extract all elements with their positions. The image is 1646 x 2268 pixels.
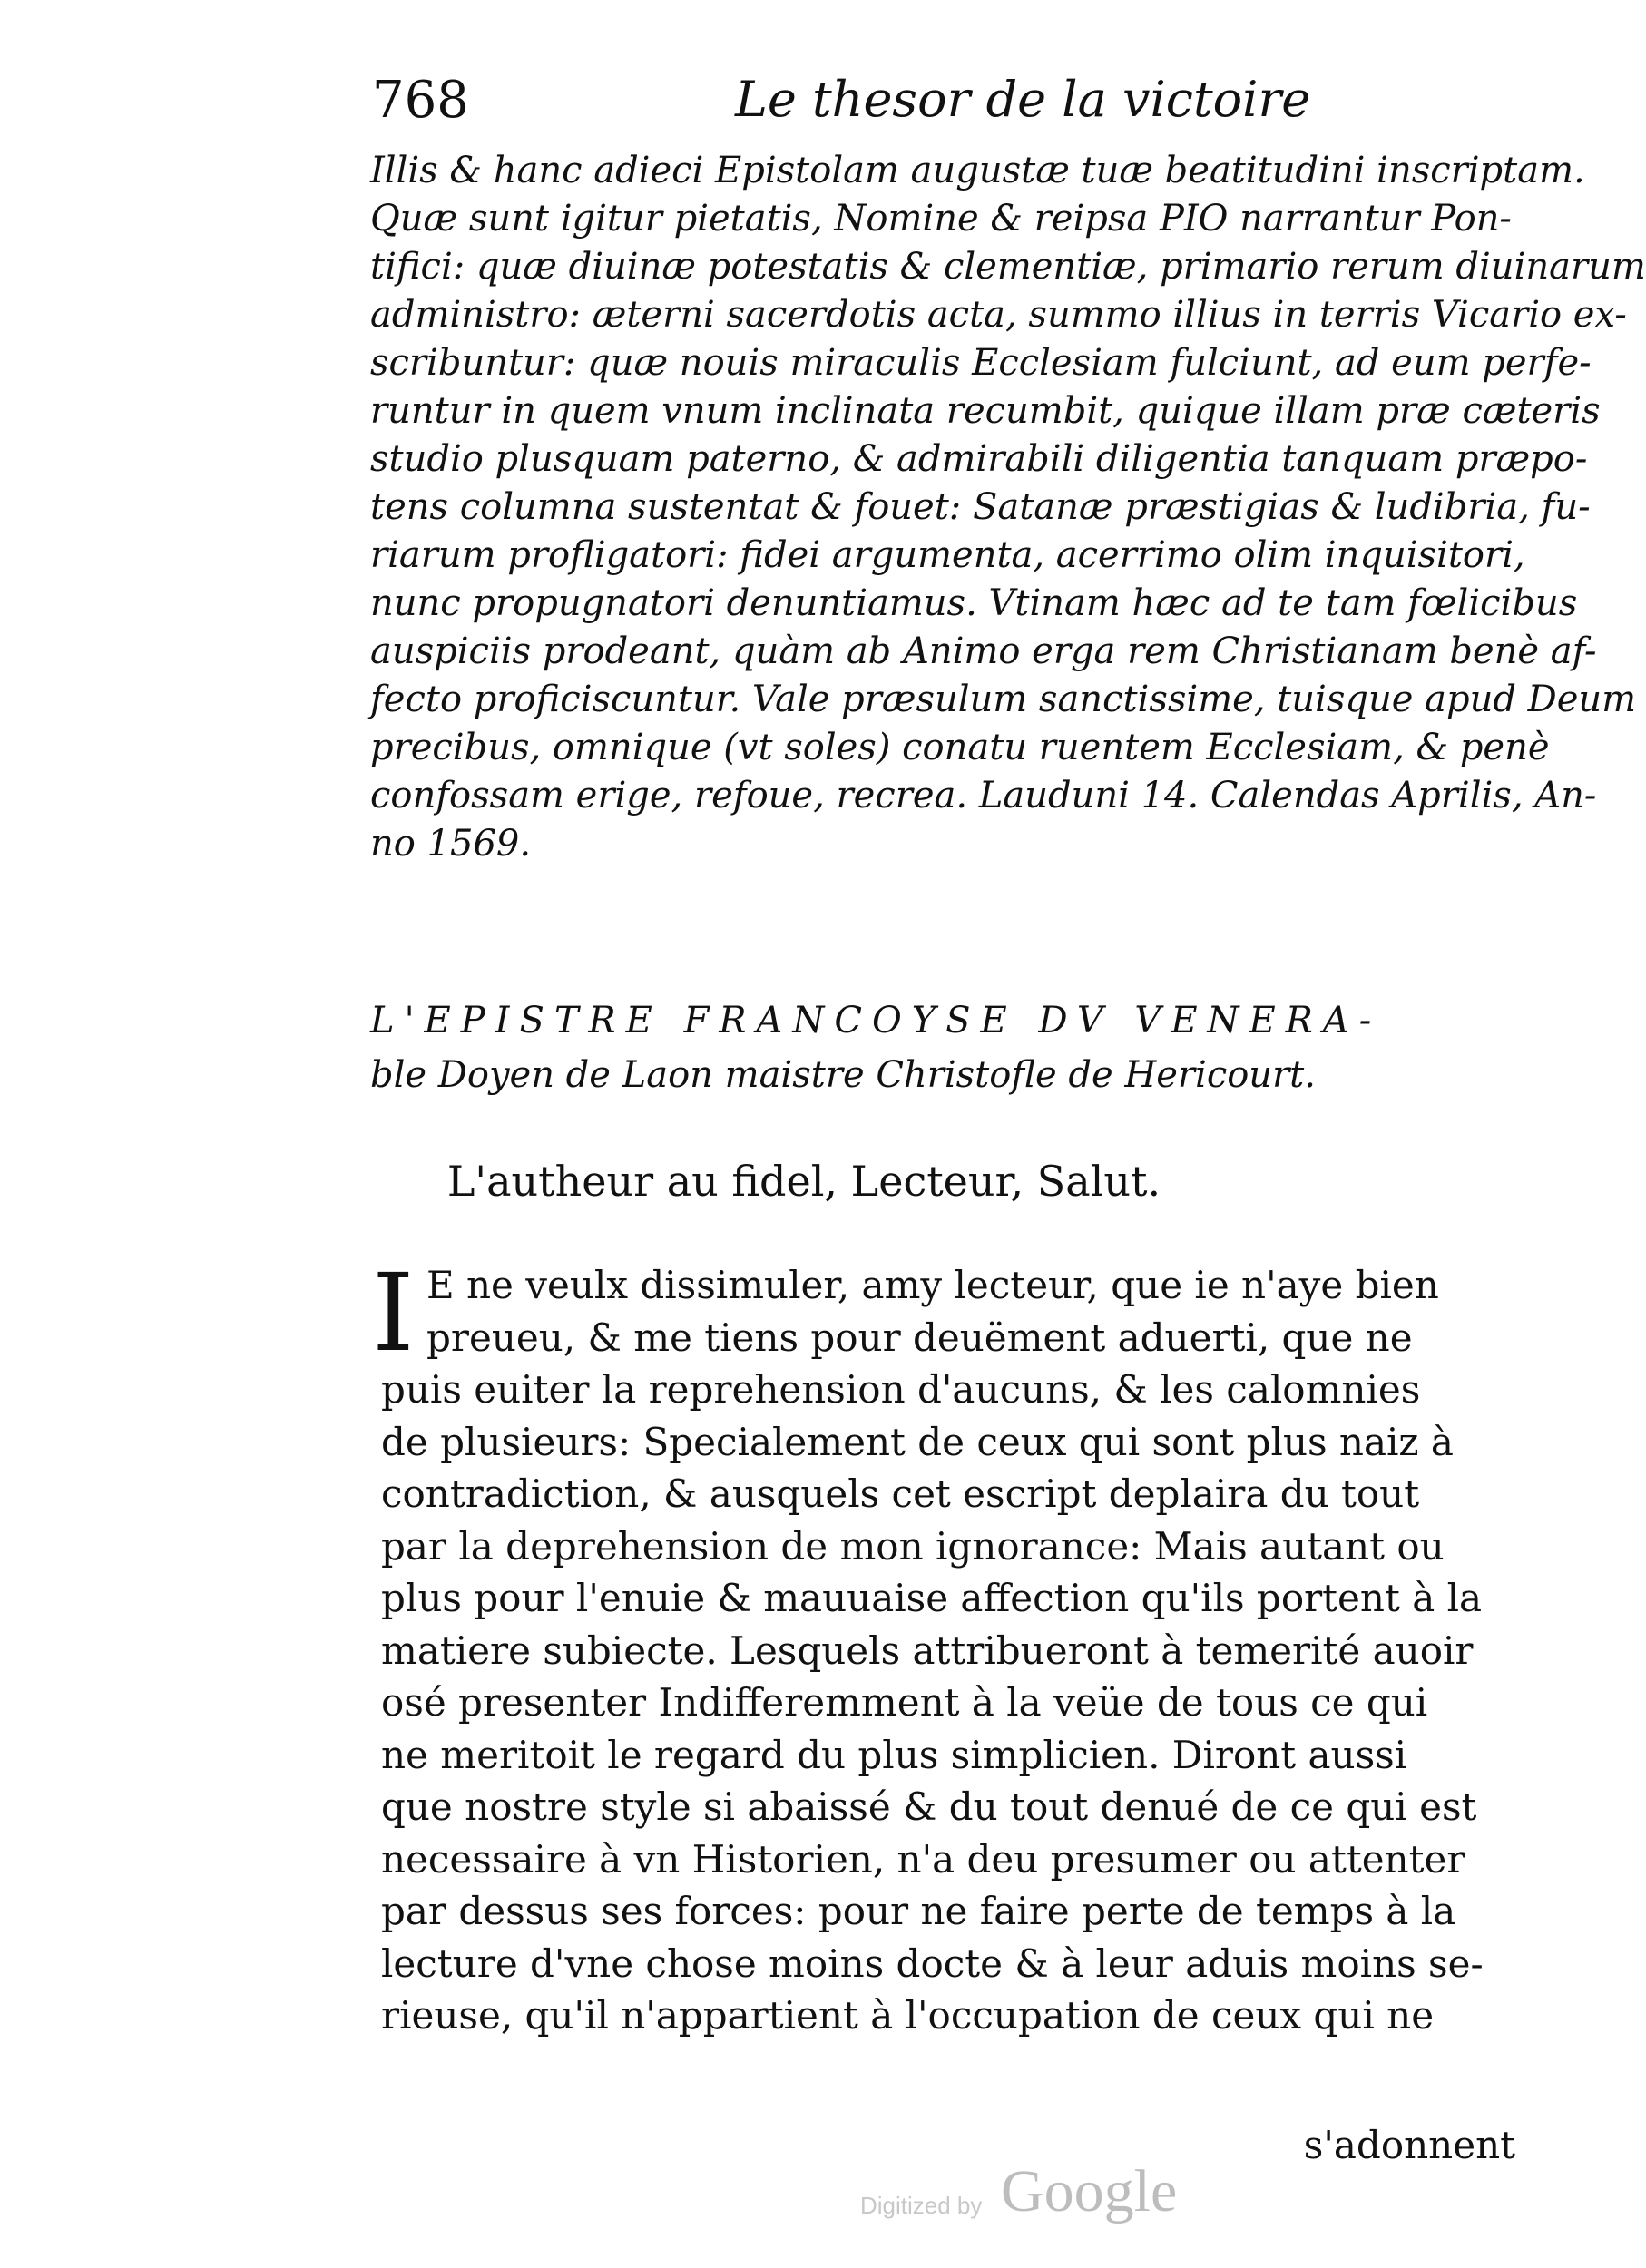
- latin-epistle: [370, 147, 1646, 868]
- text-line: par la deprehension de mon ignorance: Mais autant ou: [381, 1523, 1445, 1569]
- french-preface: [381, 1259, 1515, 2042]
- text-line: lecture d'vne chose moins docte & à leur aduis moins se-: [381, 1941, 1484, 1986]
- drop-capital: I: [372, 1250, 415, 1375]
- text-line: contradiction, & ausquels cet escript deplaira du tout: [381, 1471, 1420, 1516]
- text-line: E ne veulx dissimuler, amy lecteur, que ie n'aye bien: [426, 1263, 1439, 1307]
- heading-line-caps: L'EPISTRE FRANCOYSE DV VENERA-: [370, 1000, 1382, 1041]
- text-line: tens columna sustentat & fouet: Satanæ præstigias & ludibria, fu-: [370, 486, 1591, 528]
- text-line: puis euiter la reprehension d'aucuns, & les calomnies: [381, 1367, 1421, 1412]
- text-line: necessaire à vn Historien, n'a deu presumer ou attenter: [381, 1836, 1465, 1882]
- text-line: plus pour l'enuie & mauuaise affection qu'ils portent à la: [381, 1576, 1483, 1620]
- text-line: Quæ sunt igitur pietatis, Nomine & reipsa PIO narrantur Pon-: [370, 198, 1512, 240]
- watermark-prefix: Digitized by: [860, 2192, 983, 2219]
- page-number: 768: [372, 71, 469, 130]
- text-line: Illis & hanc adieci Epistolam augustæ tuæ beatitudini inscriptam.: [370, 150, 1585, 191]
- watermark-logo: Google: [1001, 2158, 1178, 2224]
- running-title: Le thesor de la victoire: [735, 71, 1311, 128]
- catchword: s'adonnent: [1303, 2123, 1515, 2167]
- digitized-watermark: [860, 2157, 1241, 2239]
- text-line: nunc propugnatori denuntiamus. Vtinam hæc ad te tam fœlicibus: [370, 582, 1578, 624]
- text-line: preueu, & me tiens pour deuëment aduerti, que ne: [426, 1315, 1413, 1360]
- text-line: osé presenter Indifferemment à la veüe de tous ce qui: [381, 1680, 1428, 1725]
- text-line: de plusieurs: Specialement de ceux qui sont plus naiz à: [381, 1419, 1454, 1464]
- text-line: tifici: quæ diuinæ potestatis & clementiæ, primario rerum diuinarum: [370, 246, 1646, 288]
- heading-line-sub: ble Doyen de Laon maistre Christofle de Hericourt.: [370, 1054, 1316, 1096]
- section-heading: [370, 993, 1504, 1102]
- text-line: confossam erige, refoue, recrea. Lauduni 14. Calendas Aprilis, An-: [370, 775, 1597, 816]
- text-line: matiere subiecte. Lesquels attribueront à temerité auoir: [381, 1628, 1474, 1673]
- text-line: riarum profligatori: fidei argumenta, acerrimo olim inquisitori,: [370, 534, 1525, 576]
- text-line: rieuse, qu'il n'appartient à l'occupation de ceux qui ne: [381, 1993, 1435, 2038]
- text-line: runtur in quem vnum inclinata recumbit, quique illam præ cæteris: [370, 390, 1601, 432]
- text-line: ne meritoit le regard du plus simplicien. Diront aussi: [381, 1732, 1407, 1777]
- text-line: scribuntur: quæ nouis miraculis Ecclesiam fulciunt, ad eum perfe-: [370, 342, 1592, 384]
- text-line: par dessus ses forces: pour ne faire perte de temps à la: [381, 1889, 1456, 1933]
- text-line: precibus, omnique (vt soles) conatu ruentem Ecclesiam, & penè: [370, 727, 1550, 768]
- text-line: que nostre style si abaissé & du tout denué de ce qui est: [381, 1784, 1477, 1829]
- text-line: studio plusquam paterno, & admirabili diligentia tanquam præpo-: [370, 438, 1588, 480]
- text-line: auspiciis prodeant, quàm ab Animo erga rem Christianam benè af-: [370, 631, 1597, 672]
- running-head: [372, 71, 1497, 152]
- text-line: no 1569.: [370, 823, 532, 865]
- address-to-reader: L'autheur au fidel, Lecteur, Salut.: [446, 1157, 1161, 1206]
- text-line: administro: æterni sacerdotis acta, summo illius in terris Vicario ex-: [370, 294, 1627, 336]
- text-line: fecto proficiscuntur. Vale præsulum sanctissime, tuisque apud Deum: [370, 679, 1637, 720]
